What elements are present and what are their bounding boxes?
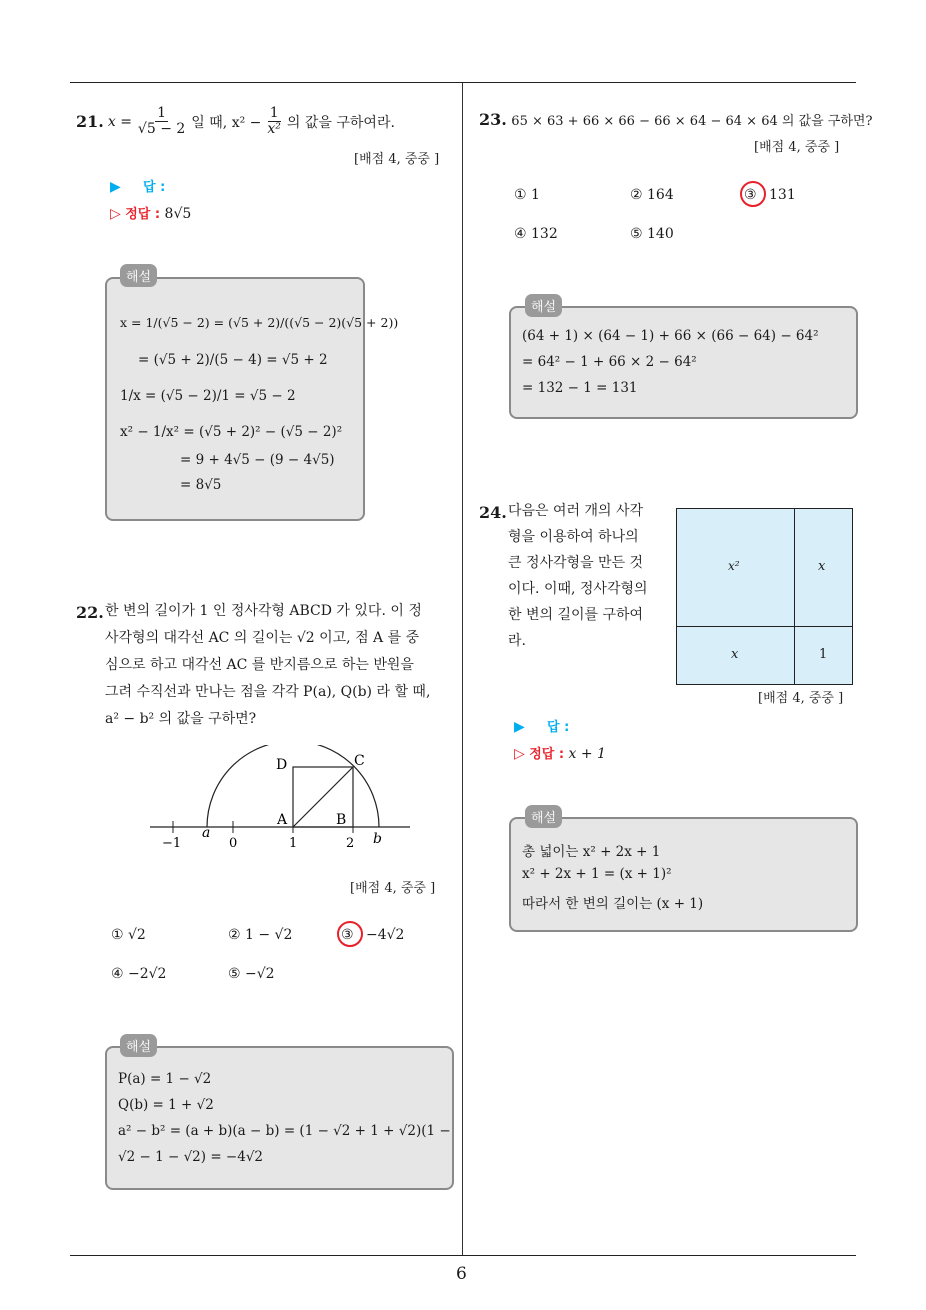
q22-stem-line-2: 사각형의 대각선 AC 의 길이는 √2 이고, 점 A 를 중	[105, 630, 420, 646]
q23-stem	[479, 110, 872, 129]
label-D: D	[276, 757, 288, 773]
label-B: B	[336, 812, 347, 828]
q21-answer-label: 답 :	[143, 180, 166, 195]
q24-number: 24.	[479, 503, 507, 522]
q23-solution-line-3: = 132 − 1 = 131	[522, 380, 638, 396]
q24-stem-line-5: 한 변의 길이를 구하여	[508, 607, 644, 623]
q24-correct-row	[514, 743, 606, 762]
q24-stem-line-1: 다음은 여러 개의 사각	[508, 503, 644, 519]
q23-option-3-number: ③	[744, 187, 757, 203]
q23-solution-line-2: = 64² − 1 + 66 × 2 − 64²	[522, 354, 697, 370]
q24-solution-tag: 해설	[525, 805, 562, 828]
q23-option-3-value: 131	[769, 187, 796, 203]
q21-stem-x: x =	[107, 113, 132, 130]
q24-score: [배점 4, 중중 ]	[758, 691, 844, 706]
q21-stem-tail: 의 값을 구하여라.	[286, 114, 395, 131]
q22-stem-line-5: a² − b² 의 값을 구하면?	[105, 711, 257, 727]
tick-label-minus1: −1	[162, 836, 182, 851]
q24-solution-line-1: 총 넓이는 x² + 2x + 1	[522, 844, 661, 860]
column-divider	[462, 83, 463, 1255]
q21-correct-value: 8√5	[164, 206, 192, 222]
q21-solution-line-6: = 8√5	[180, 477, 222, 493]
q22-option-5: ⑤ −√2	[228, 966, 275, 982]
q21-solution-line-3: 1/x = (√5 − 2)/1 = √5 − 2	[120, 388, 296, 404]
q24-stem-line-3: 큰 정사각형을 만든 것	[508, 555, 644, 571]
q22-option-2: ② 1 − √2	[228, 927, 293, 943]
q21-stem-mid: 일 때, x² −	[191, 114, 262, 131]
q23-solution-line-1: (64 + 1) × (64 − 1) + 66 × (66 − 64) − 64²	[522, 328, 819, 344]
q23-stem-text: 65 × 63 + 66 × 66 − 66 × 64 − 64 × 64 의 값을 구하면?	[511, 114, 873, 129]
q22-stem-line-3: 심으로 하고 대각선 AC 를 반지름으로 하는 반원을	[105, 657, 414, 673]
label-C: C	[354, 753, 365, 769]
q22-option-3-value: −4√2	[366, 927, 405, 943]
q24-answer-row	[514, 716, 569, 735]
q22-solution-line-2: Q(b) = 1 + √2	[118, 1097, 214, 1113]
q23-score: [배점 4, 중중 ]	[754, 140, 840, 155]
q22-score: [배점 4, 중중 ]	[350, 881, 436, 896]
play-triangle-icon: ▶	[110, 179, 121, 195]
tick-label-2: 2	[346, 836, 355, 851]
label-b: b	[373, 831, 382, 847]
q22-option-4: ④ −2√2	[111, 966, 167, 982]
q22-solution-line-1: P(a) = 1 − √2	[118, 1071, 212, 1087]
q22-option-3-number: ③	[341, 927, 354, 943]
q21-solution-line-5: = 9 + 4√5 − (9 − 4√5)	[180, 452, 335, 468]
q24-label-x-bottom-left: x	[731, 647, 739, 662]
q22-number: 22.	[76, 603, 104, 622]
q24-stem-line-2: 형을 이용하여 하나의	[508, 529, 639, 545]
tick-label-1: 1	[289, 836, 298, 851]
q22-solution-box	[105, 1046, 454, 1190]
q24-correct-value: x + 1	[568, 746, 606, 762]
q21-solution-line-4: x² − 1/x² = (√5 + 2)² − (√5 − 2)²	[120, 424, 343, 440]
outline-triangle-icon: ▷	[110, 206, 121, 222]
q22-stem-line-4: 그려 수직선과 만나는 점을 각각 P(a), Q(b) 라 할 때,	[105, 684, 431, 700]
q23-option-1: ① 1	[514, 187, 540, 203]
q21-solution-line-2: = (√5 + 2)/(5 − 4) = √5 + 2	[138, 352, 328, 368]
q23-option-5: ⑤ 140	[630, 226, 674, 242]
q24-answer-label: 답 :	[547, 720, 570, 735]
q23-option-4: ④ 132	[514, 226, 558, 242]
q21-answer-row	[110, 176, 165, 195]
q22-number-line-figure	[140, 745, 420, 857]
play-triangle-icon: ▶	[514, 719, 525, 735]
q22-solution-tag: 해설	[120, 1034, 157, 1057]
tick-label-0: 0	[229, 836, 238, 851]
q22-solution-line-4: √2 − 1 − √2) = −4√2	[118, 1149, 264, 1165]
page-number: 6	[456, 1264, 467, 1284]
q21-number: 21.	[76, 112, 104, 132]
q22-option-1: ① √2	[111, 927, 146, 943]
q24-solution-line-3: 따라서 한 변의 길이는 (x + 1)	[522, 896, 704, 912]
q21-solution-line-1: x = 1/(√5 − 2) = (√5 + 2)/((√5 − 2)(√5 + 2))	[120, 315, 399, 330]
q23-option-2: ② 164	[630, 187, 674, 203]
outline-triangle-icon: ▷	[514, 746, 525, 762]
q22-solution-line-3: a² − b² = (a + b)(a − b) = (1 − √2 + 1 + √2)(1 −	[118, 1123, 451, 1139]
label-A: A	[277, 812, 288, 828]
bottom-rule	[70, 1255, 856, 1256]
q21-stem-fraction: $\frac{1}{√5 - 2}$	[137, 105, 186, 138]
top-rule	[70, 82, 856, 83]
q24-stem-line-6: 라.	[508, 633, 526, 649]
q22-stem-line-1: 한 변의 길이가 1 인 정사각형 ABCD 가 있다. 이 정	[105, 603, 422, 619]
q24-label-one: 1	[819, 647, 828, 662]
q21-correct-row	[110, 203, 191, 222]
q21-correct-label: 정답 :	[125, 207, 161, 222]
q24-correct-label: 정답 :	[529, 747, 565, 762]
q24-label-x-squared: x²	[728, 559, 740, 573]
q24-solution-line-2: x² + 2x + 1 = (x + 1)²	[522, 866, 672, 882]
q24-stem-line-4: 이다. 이때, 정사각형의	[508, 581, 648, 597]
q24-label-x-top-right: x	[818, 559, 826, 574]
q23-number: 23.	[479, 110, 507, 129]
q21-stem-fraction2: $\frac{1}{\text{x²}}$	[267, 105, 281, 138]
q21-stem	[76, 106, 395, 138]
label-a: a	[202, 825, 211, 841]
q23-solution-tag: 해설	[525, 294, 562, 317]
q21-score: [배점 4, 중중 ]	[354, 152, 440, 167]
q21-solution-tag: 해설	[120, 264, 157, 287]
